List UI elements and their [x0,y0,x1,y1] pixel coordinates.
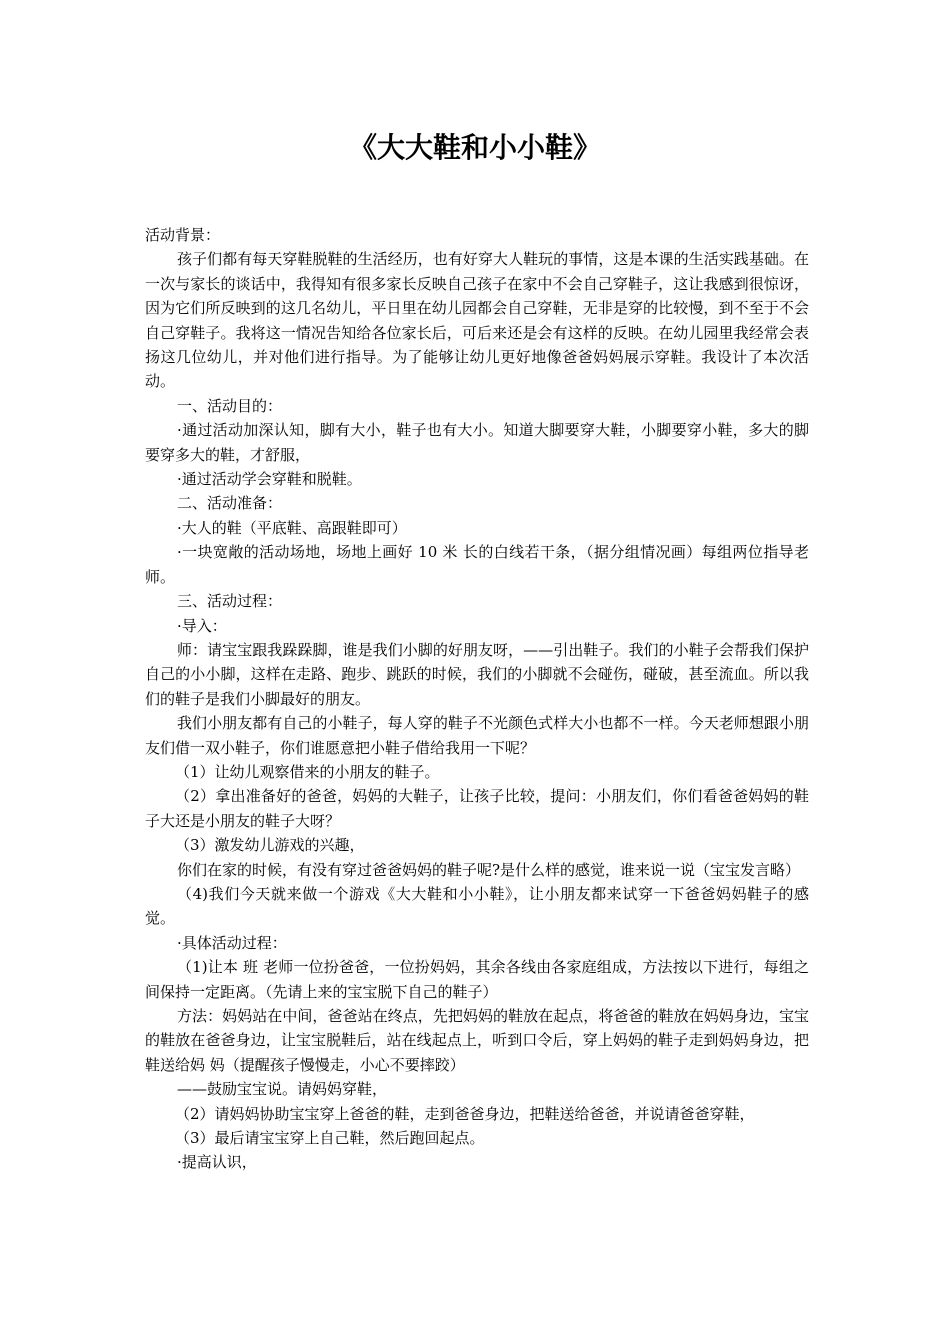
subheading-activity: ·具体活动过程： [177,933,287,952]
document-title: 《大大鞋和小小鞋》 [348,131,601,164]
section-heading-background: 活动背景： [145,226,221,244]
subheading-intro: ·导入： [177,616,227,635]
paragraph: 师：请宝宝跟我跺跺脚，谁是我们小脚的好朋友呀，——引出鞋子。我们的小鞋子会帮我们保护自己的小小脚，这样在走路、跑步、跳跃的时候，我们的小脚就不会碰伤，碰破，甚至流血。所以我们的鞋子是我们小脚最好的朋友。 [145,640,809,708]
section-heading-process: 三、活动过程： [177,592,283,611]
section-heading-goals: 一、活动目的： [177,396,283,415]
list-item: （3）激发幼儿游戏的兴趣， [175,836,365,855]
goal-item: ·通过活动学会穿鞋和脱鞋。 [177,470,362,489]
list-item: （2）拿出准备好的爸爸，妈妈的大鞋子，让孩子比较，提问：小朋友们，你们看爸爸妈妈的鞋子大还是小朋友的鞋子大呀？ [145,787,809,830]
goal-item: ·通过活动加深认知，脚有大小，鞋子也有大小。知道大脚要穿大鞋，小脚要穿小鞋，多大的脚要穿多大的鞋，才舒服， [145,421,809,464]
list-item: （1)让本 班 老师一位扮爸爸，一位扮妈妈，其余各线由各家庭组成，方法按以下进行，每组之间保持一定距离。（先请上来的宝宝脱下自己的鞋子） [145,958,809,1001]
list-item: （1）让幼儿观察借来的小朋友的鞋子。 [175,762,440,781]
document-body [145,223,809,1175]
list-item: （4)我们今天就来做一个游戏《大大鞋和小小鞋》，让小朋友都来试穿一下爸爸妈妈鞋子的感觉。 [145,884,809,928]
preparation-item: ·一块宽敞的活动场地，场地上画好 10 米 长的白线若干条，（据分组情况画）每组两位指导老师。 [145,543,809,586]
list-item: （3）最后请宝宝穿上自己鞋，然后跑回起点。 [175,1129,485,1148]
paragraph: 方法：妈妈站在中间，爸爸站在终点，先把妈妈的鞋放在起点，将爸爸的鞋放在妈妈身边，宝宝的鞋放在爸爸身边，让宝宝脱鞋后，站在线起点上，听到口令后，穿上妈妈的鞋子走到妈妈身边，把鞋送给妈 妈（提醒孩子慢慢走，小心不要摔跤） [145,1007,809,1074]
list-item: （2）请妈妈协助宝宝穿上爸爸的鞋，走到爸爸身边，把鞋送给爸爸，并说请爸爸穿鞋， [175,1104,755,1123]
preparation-item: ·大人的鞋（平底鞋、高跟鞋即可） [177,518,407,537]
paragraph: 我们小朋友都有自己的小鞋子，每人穿的鞋子不光颜色式样大小也都不一样。今天老师想跟小朋友们借一双小鞋子，你们谁愿意把小鞋子借给我用一下呢？ [145,714,809,757]
paragraph-background: 孩子们都有每天穿鞋脱鞋的生活经历，也有好穿大人鞋玩的事情，这是本课的生活实践基础。在一次与家长的谈话中，我得知有很多家长反映自己孩子在家中不会自己穿鞋子，这让我感到很惊讶，因为它们所反映到的这几名幼儿，平日里在幼儿园都会自己穿鞋，无非是穿的比较慢，到不至于不会自己穿鞋子。我将这一情况告知给各位家长后，可后来还是会有这样的反映。在幼儿园里我经常会表扬这几位幼儿，并对他们进行指导。为了能够让幼儿更好地像爸爸妈妈展示穿鞋。我设计了本次活动。 [145,250,809,391]
paragraph: ——鼓励宝宝说。请妈妈穿鞋， [177,1080,388,1099]
subheading-understanding: ·提高认识， [177,1153,257,1172]
paragraph: 你们在家的时候，有没有穿过爸爸妈妈的鞋子呢?是什么样的感觉，谁来说一说（宝宝发言略） [177,860,801,879]
section-heading-preparation: 二、活动准备： [177,494,283,513]
